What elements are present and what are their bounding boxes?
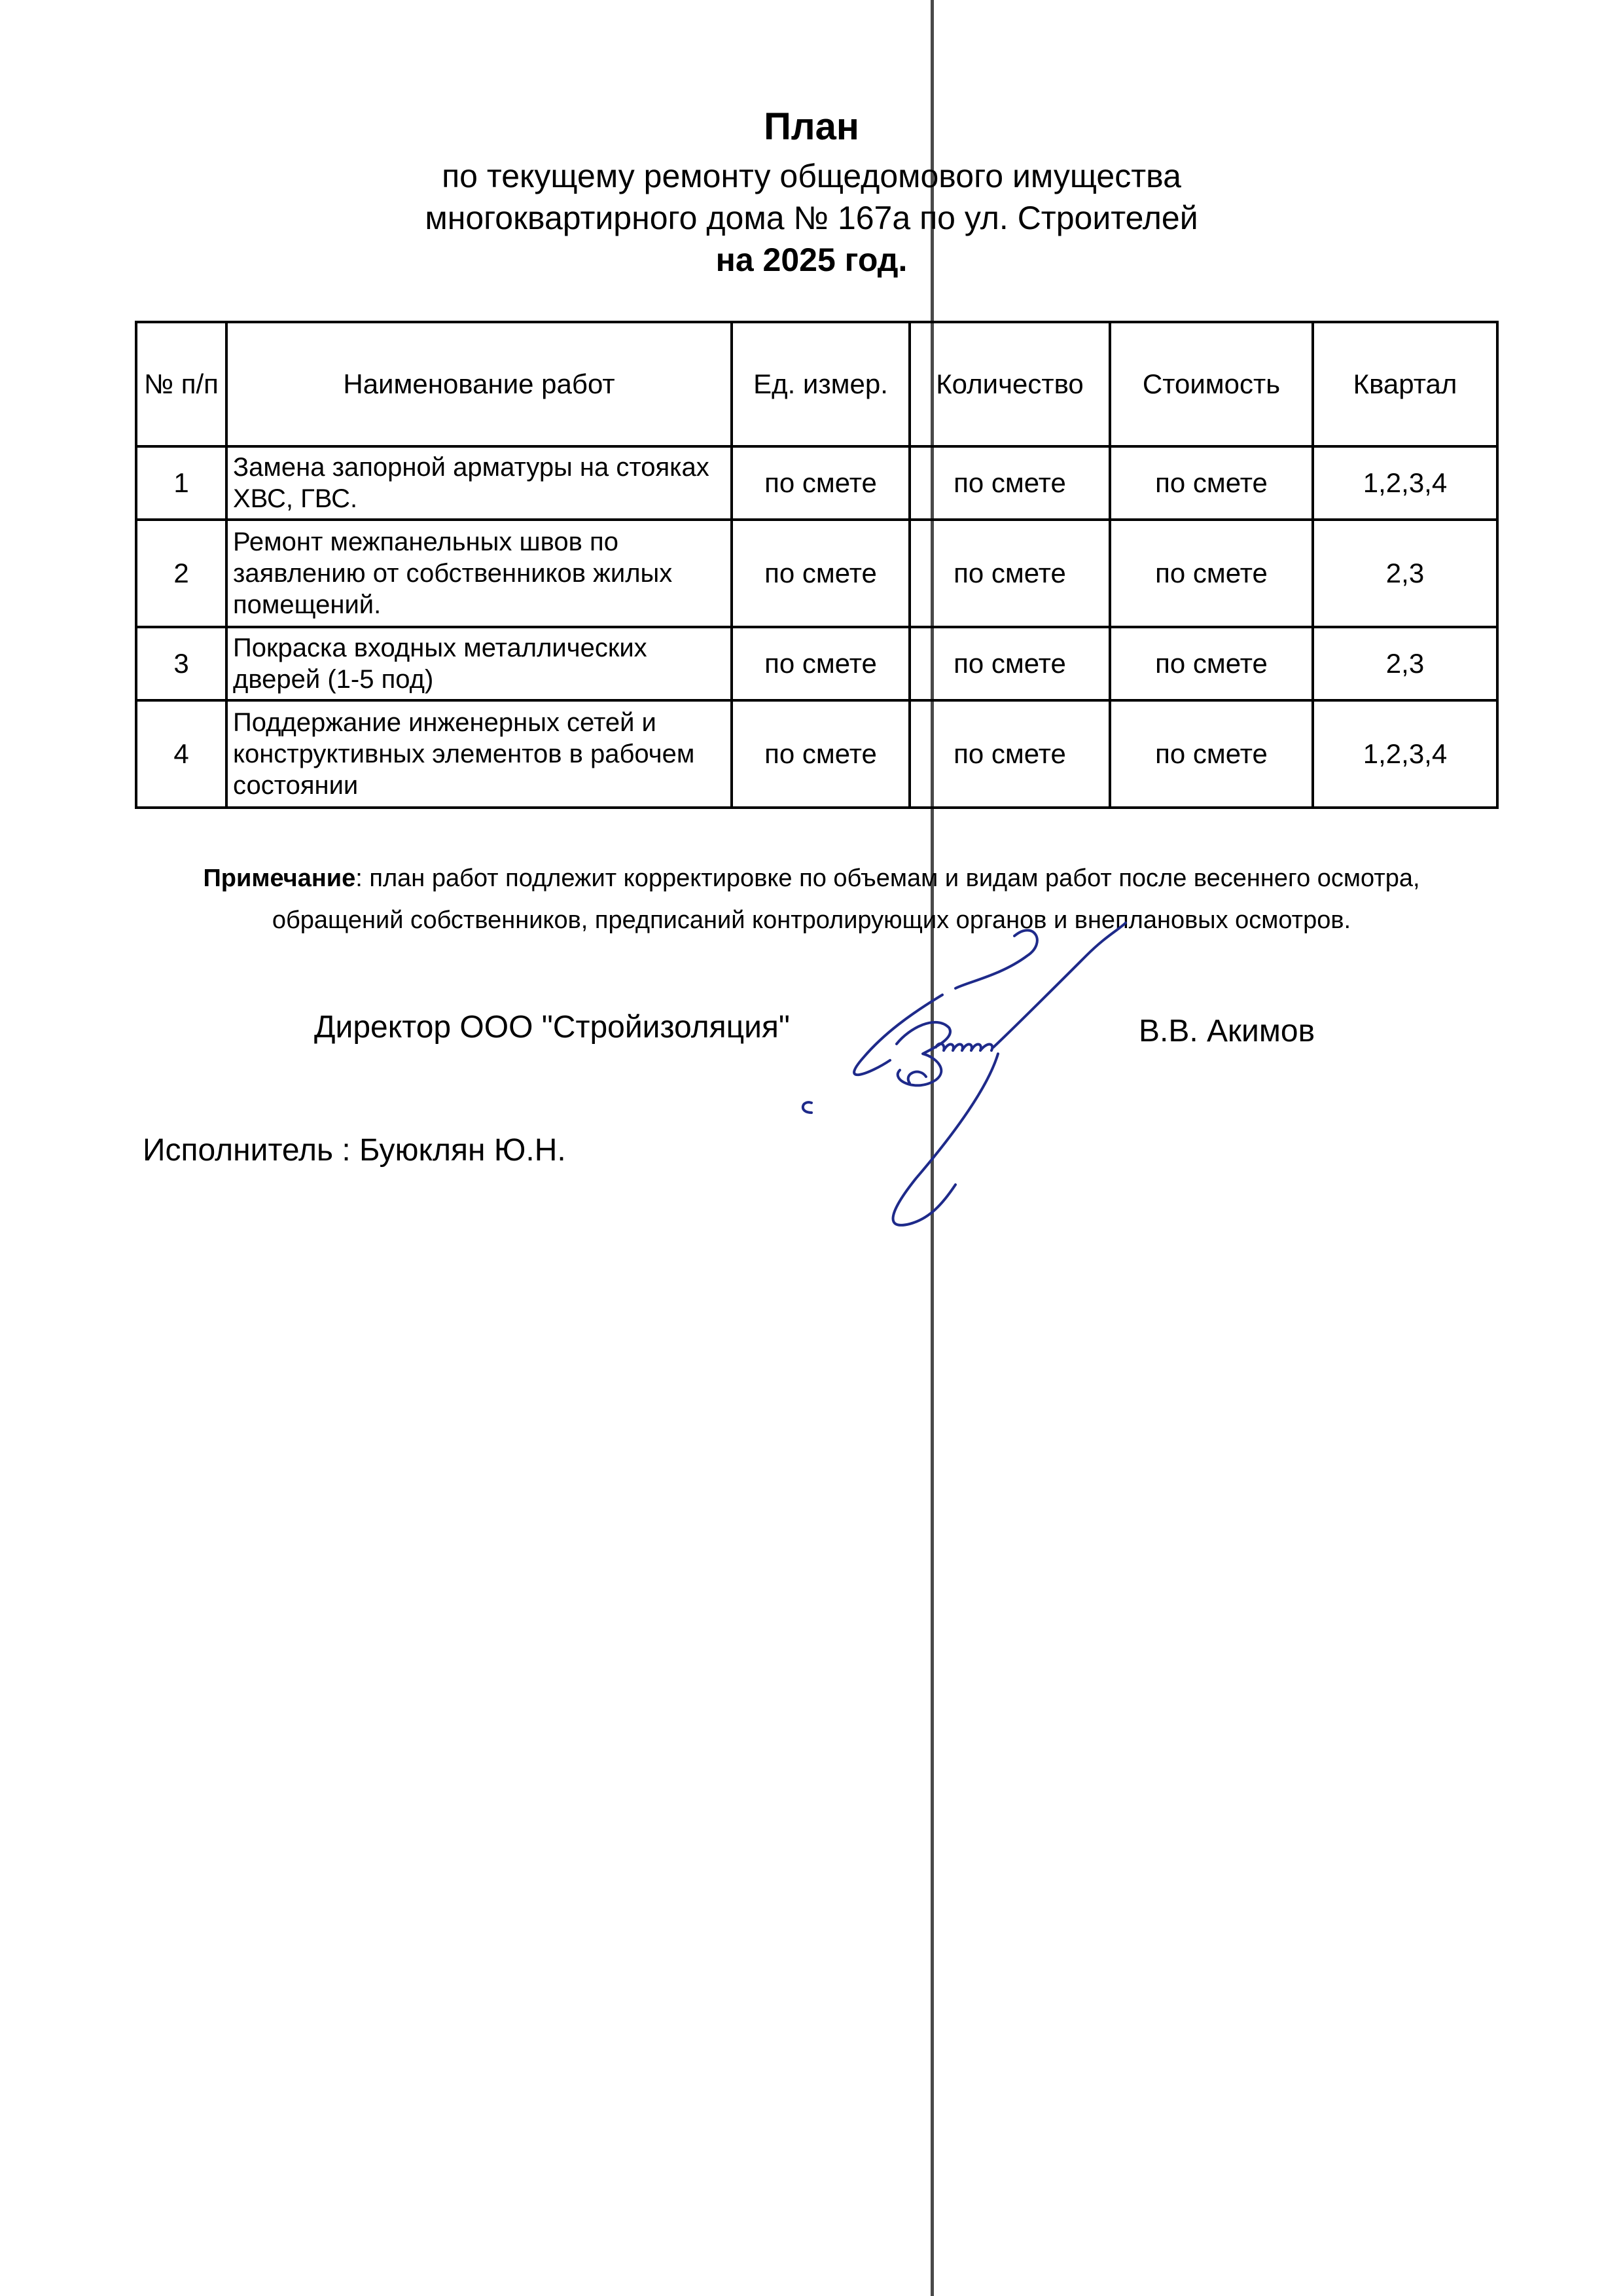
note-line-1	[0, 857, 1623, 899]
header-cost: Стоимость	[1110, 322, 1313, 446]
header-num: № п/п	[136, 322, 226, 446]
row-cost: по смете	[1110, 520, 1313, 627]
director-title: Директор ООО "Стройизоляция"	[314, 1010, 790, 1045]
row-name: Покраска входных металлических дверей (1-5 под)	[226, 627, 732, 700]
row-qty: по смете	[910, 446, 1110, 520]
row-quarter: 1,2,3,4	[1313, 446, 1497, 520]
table-header-row	[136, 322, 1497, 446]
row-unit: по смете	[732, 446, 910, 520]
row-num: 3	[136, 627, 226, 700]
header-qty: Количество	[910, 322, 1110, 446]
row-name: Замена запорной арматуры на стояках ХВС, ГВС.	[226, 446, 732, 520]
row-quarter: 1,2,3,4	[1313, 700, 1497, 808]
table-row	[136, 700, 1497, 808]
document-year: на 2025 год.	[715, 242, 908, 278]
row-cost: по смете	[1110, 627, 1313, 700]
row-qty: по смете	[910, 520, 1110, 627]
table-row	[136, 520, 1497, 627]
note-text-1: : план работ подлежит корректировке по объемам и видам работ после весеннего осмотра,	[355, 865, 1420, 892]
row-cost: по смете	[1110, 700, 1313, 808]
row-num: 4	[136, 700, 226, 808]
row-quarter: 2,3	[1313, 627, 1497, 700]
row-quarter: 2,3	[1313, 520, 1497, 627]
note-text-2: обращений собственников, предписаний контролирующих органов и внеплановых осмотров.	[272, 906, 1351, 934]
row-unit: по смете	[732, 627, 910, 700]
repair-plan-table	[135, 321, 1499, 809]
row-unit: по смете	[732, 520, 910, 627]
row-name: Поддержание инженерных сетей и конструктивных элементов в рабочем состоянии	[226, 700, 732, 808]
header-name: Наименование работ	[226, 322, 732, 446]
table-row	[136, 627, 1497, 700]
director-name: В.В. Акимов	[1139, 1014, 1315, 1049]
table-row	[136, 446, 1497, 520]
row-unit: по смете	[732, 700, 910, 808]
document-subtitle-line-2: многоквартирного дома № 167а по ул. Строителей	[425, 200, 1198, 236]
handwritten-signature	[740, 916, 1145, 1257]
header-quarter: Квартал	[1313, 322, 1497, 446]
row-qty: по смете	[910, 627, 1110, 700]
row-cost: по смете	[1110, 446, 1313, 520]
row-num: 1	[136, 446, 226, 520]
note-label: Примечание	[203, 865, 356, 892]
document-subtitle-line-1: по текущему ремонту общедомового имущества	[442, 158, 1181, 194]
row-qty: по смете	[910, 700, 1110, 808]
document-heading: План	[764, 105, 859, 148]
header-unit: Ед. измер.	[732, 322, 910, 446]
row-name: Ремонт межпанельных швов по заявлению от собственников жилых помещений.	[226, 520, 732, 627]
row-num: 2	[136, 520, 226, 627]
executor-line: Исполнитель : Буюклян Ю.Н.	[143, 1133, 566, 1168]
